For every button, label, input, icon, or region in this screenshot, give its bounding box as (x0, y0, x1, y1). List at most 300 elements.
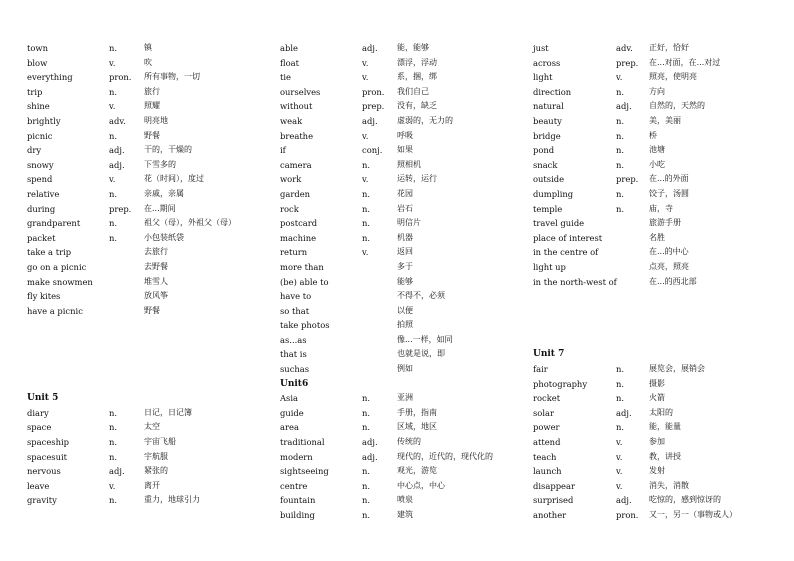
entry-meaning: 以便 (397, 305, 413, 315)
entry-word: space (27, 422, 52, 433)
entry-word: float (280, 57, 299, 68)
entry-word: dumpling (533, 188, 574, 199)
entry-meaning: 野餐 (144, 130, 160, 140)
entry-part-of-speech: n. (362, 510, 371, 520)
entry-part-of-speech: adj. (109, 159, 125, 170)
entry-meaning: 建筑 (397, 510, 413, 519)
entry-meaning: 干的，干燥的 (144, 145, 192, 155)
phrase-entry (533, 231, 778, 246)
entry-part-of-speech: n. (109, 188, 118, 199)
entry-word: ourselves (280, 86, 321, 97)
entry-meaning: 现代的，近代的，现代化的 (397, 451, 493, 461)
entry-part-of-speech: n. (616, 145, 625, 156)
entry-word: guide (280, 407, 304, 418)
vocab-entry (27, 202, 267, 217)
vocab-entry (280, 231, 525, 246)
entry-meaning: 区域，地区 (397, 422, 437, 432)
entry-part-of-speech: pron. (362, 86, 385, 97)
entry-word: gravity (27, 495, 57, 506)
vocab-entry (280, 41, 525, 56)
vocab-entry (533, 85, 778, 100)
entry-part-of-speech: n. (362, 422, 371, 433)
entry-meaning: 手册，指南 (397, 407, 437, 417)
vocab-entry (27, 172, 267, 187)
entry-part-of-speech: v. (109, 480, 116, 491)
phrase-entry (27, 245, 267, 260)
vocab-entry (27, 435, 267, 450)
entry-word: in the north-west of (533, 276, 617, 287)
entry-word: photography (533, 378, 588, 389)
vocab-entry (533, 362, 778, 377)
entry-meaning: 自然的，天然的 (649, 101, 705, 111)
entry-meaning: 照亮，使明亮 (649, 72, 697, 82)
vocab-entry (533, 114, 778, 129)
vocab-entry (27, 70, 267, 85)
vocab-entry (533, 391, 778, 406)
vocab-entry (533, 508, 778, 523)
entry-meaning: 喷泉 (397, 495, 413, 505)
entry-meaning: 能，能量 (649, 422, 681, 432)
entry-meaning: 在...的西北部 (649, 276, 697, 286)
vocab-entry (27, 143, 267, 158)
vocab-entry (280, 435, 525, 450)
entry-meaning: 去旅行 (144, 247, 168, 257)
entry-word: disappear (533, 480, 576, 491)
entry-meaning: 照相机 (397, 159, 421, 169)
spacer (533, 318, 778, 333)
entry-word: building (280, 510, 315, 520)
vocab-entry (280, 172, 525, 187)
entry-meaning: 运转，运行 (397, 174, 437, 184)
entry-word: rock (280, 203, 299, 214)
entry-word: diary (27, 407, 49, 418)
vocab-entry (533, 464, 778, 479)
vocab-entry (27, 420, 267, 435)
vocab-entry (533, 143, 778, 158)
entry-part-of-speech: adj. (109, 145, 125, 156)
vocab-entry (280, 406, 525, 421)
vocab-entry (280, 464, 525, 479)
entry-word: natural (533, 101, 564, 112)
entry-word: light up (533, 261, 566, 272)
entry-meaning: 也就是说，即 (397, 349, 445, 359)
vocab-entry (533, 377, 778, 392)
entry-part-of-speech: n. (616, 422, 625, 433)
entry-part-of-speech: v. (616, 437, 623, 448)
entry-meaning: 花园 (397, 188, 413, 198)
entry-part-of-speech: n. (362, 232, 371, 243)
entry-part-of-speech: n. (616, 115, 625, 126)
entry-part-of-speech: n. (109, 422, 118, 433)
entry-meaning: 堆雪人 (144, 276, 168, 286)
entry-word: rocket (533, 393, 561, 404)
entry-part-of-speech: adj. (616, 407, 632, 418)
entry-word: in the centre of (533, 247, 599, 258)
entry-meaning: 观光，游览 (397, 466, 437, 476)
entry-meaning: 明亮地 (144, 115, 168, 125)
phrase-entry (280, 289, 525, 304)
entry-meaning: 下雪多的 (144, 159, 176, 169)
entry-part-of-speech: v. (109, 101, 116, 112)
entry-word: go on a picnic (27, 261, 87, 272)
entry-meaning: 中心点，中心 (397, 480, 445, 490)
entry-meaning: 太阳的 (649, 407, 673, 417)
entry-meaning: 多于 (397, 261, 413, 271)
entry-meaning: 去野餐 (144, 261, 168, 271)
entry-meaning: 野餐 (144, 305, 160, 315)
entry-word: shine (27, 101, 50, 112)
entry-word: modern (280, 451, 313, 462)
entry-part-of-speech: adj. (362, 43, 378, 53)
entry-part-of-speech: adj. (362, 451, 378, 462)
entry-word: make snowmen (27, 276, 93, 287)
entry-meaning: 在...的外面 (649, 174, 689, 184)
entry-meaning: 不得不，必须 (397, 291, 445, 301)
entry-meaning: 拍照 (397, 320, 413, 330)
entry-part-of-speech: adj. (362, 437, 378, 448)
entry-meaning: 漂浮，浮动 (397, 57, 437, 67)
phrase-entry (533, 216, 778, 231)
entry-meaning: 放风筝 (144, 291, 168, 301)
vocab-entry (280, 70, 525, 85)
entry-part-of-speech: v. (616, 72, 623, 83)
entry-word: able (280, 43, 298, 53)
vocab-entry (280, 479, 525, 494)
entry-part-of-speech: n. (616, 86, 625, 97)
entry-meaning: 在...期间 (144, 203, 176, 213)
entry-word: trip (27, 86, 43, 97)
entry-meaning: 点亮，照亮 (649, 261, 689, 271)
entry-word: fly kites (27, 291, 61, 302)
phrase-entry (27, 260, 267, 275)
entry-word: breathe (280, 130, 314, 141)
entry-word: spacesuit (27, 451, 68, 462)
vocab-entry (533, 41, 778, 56)
entry-word: snack (533, 159, 558, 170)
entry-meaning: 呼吸 (397, 130, 413, 140)
phrase-entry (533, 275, 778, 290)
entry-meaning: 方向 (649, 86, 665, 96)
vocab-column-3 (533, 41, 778, 523)
entry-meaning: 吹 (144, 57, 152, 67)
vocab-entry (280, 129, 525, 144)
entry-word: spaceship (27, 437, 70, 448)
phrase-entry (280, 333, 525, 348)
entry-meaning: 岩石 (397, 203, 413, 213)
phrase-entry (27, 275, 267, 290)
entry-word: everything (27, 72, 73, 83)
entry-part-of-speech: n. (109, 86, 118, 97)
vocab-entry (280, 420, 525, 435)
vocab-entry (280, 99, 525, 114)
entry-meaning: 太空 (144, 422, 160, 432)
phrase-entry (280, 347, 525, 362)
entry-meaning: 照耀 (144, 101, 160, 111)
entry-part-of-speech: adv. (616, 43, 633, 53)
vocab-entry (280, 56, 525, 71)
entry-word: power (533, 422, 560, 433)
entry-word: pond (533, 145, 555, 156)
spacer (27, 377, 267, 392)
entry-word: direction (533, 86, 572, 97)
entry-part-of-speech: n. (109, 437, 118, 448)
vocab-entry (280, 450, 525, 465)
entry-word: another (533, 510, 567, 520)
entry-part-of-speech: n. (362, 188, 371, 199)
entry-meaning: 紧张的 (144, 466, 168, 476)
entry-meaning: 能，能够 (397, 43, 429, 52)
entry-part-of-speech: prep. (616, 174, 639, 185)
entry-meaning: 虚弱的，无力的 (397, 115, 453, 125)
vocab-column-1 (27, 41, 267, 508)
entry-part-of-speech: v. (616, 480, 623, 491)
entry-part-of-speech: v. (109, 57, 116, 68)
unit-heading: Unit 7 (533, 349, 565, 360)
entry-meaning: 展览会，展销会 (649, 364, 705, 374)
entry-meaning: 花（时间），度过 (144, 174, 204, 184)
vocab-entry (533, 450, 778, 465)
entry-word: area (280, 422, 299, 433)
entry-word: if (280, 145, 286, 156)
entry-word: blow (27, 57, 48, 68)
entry-meaning: 美，美丽 (649, 115, 681, 125)
entry-word: weak (280, 115, 303, 126)
entry-meaning: 宇宙飞船 (144, 437, 176, 447)
entry-part-of-speech: n. (109, 218, 118, 229)
vocab-entry (27, 216, 267, 231)
entry-meaning: 饺子，汤圆 (649, 188, 689, 198)
spacer (27, 333, 267, 348)
vocab-entry (533, 56, 778, 71)
vocab-entry (27, 41, 267, 56)
entry-part-of-speech: n. (362, 480, 371, 491)
entry-meaning: 在...的中心 (649, 247, 689, 257)
entry-word: launch (533, 466, 562, 477)
entry-word: beauty (533, 115, 562, 126)
entry-part-of-speech: v. (362, 72, 369, 83)
vocab-entry (280, 187, 525, 202)
vocab-entry (533, 493, 778, 508)
entry-word: town (27, 43, 48, 53)
vocab-entry (27, 99, 267, 114)
entry-meaning: 日记，日记簿 (144, 407, 192, 417)
entry-part-of-speech: n. (109, 130, 118, 141)
entry-word: that is (280, 349, 307, 360)
entry-part-of-speech: v. (616, 451, 623, 462)
entry-word: teach (533, 451, 557, 462)
vocab-entry (27, 114, 267, 129)
phrase-entry (280, 304, 525, 319)
vocab-entry (280, 245, 525, 260)
entry-part-of-speech: adj. (616, 101, 632, 112)
entry-part-of-speech: v. (362, 247, 369, 258)
entry-part-of-speech: n. (616, 364, 625, 375)
entry-word: surprised (533, 495, 574, 506)
vocab-entry (27, 231, 267, 246)
phrase-entry (533, 260, 778, 275)
entry-word: light (533, 72, 553, 83)
entry-part-of-speech: n. (109, 43, 118, 53)
phrase-entry (280, 318, 525, 333)
entry-part-of-speech: adj. (362, 115, 378, 126)
entry-part-of-speech: n. (362, 407, 371, 418)
entry-word: centre (280, 480, 308, 491)
vocab-entry (27, 129, 267, 144)
spacer (533, 333, 778, 348)
vocab-entry (27, 493, 267, 508)
entry-word: attend (533, 437, 561, 448)
entry-meaning: 亚洲 (397, 393, 413, 403)
entry-word: return (280, 247, 308, 258)
entry-meaning: 能够 (397, 276, 413, 286)
entry-meaning: 例如 (397, 364, 413, 374)
entry-word: across (533, 57, 561, 68)
vocab-entry (27, 85, 267, 100)
entry-meaning: 发射 (649, 466, 665, 476)
entry-meaning: 重力，地球引力 (144, 495, 200, 505)
entry-part-of-speech: adj. (109, 466, 125, 477)
unit-heading: Unit 5 (27, 393, 59, 404)
entry-word: without (280, 101, 313, 112)
entry-meaning: 没有，缺乏 (397, 101, 437, 111)
vocab-entry (533, 420, 778, 435)
vocab-entry (533, 158, 778, 173)
entry-part-of-speech: v. (362, 57, 369, 68)
entry-meaning: 桥 (649, 130, 657, 140)
entry-word: tie (280, 72, 292, 83)
entry-meaning: 离开 (144, 480, 160, 490)
entry-part-of-speech: n. (616, 130, 625, 141)
entry-word: temple (533, 203, 563, 214)
vocab-entry (533, 187, 778, 202)
entry-word: brightly (27, 115, 61, 126)
unit-heading: Unit6 (280, 378, 309, 389)
entry-word: packet (27, 232, 56, 243)
entry-part-of-speech: n. (362, 466, 371, 477)
entry-meaning: 祖父（母），外祖父（母） (144, 218, 236, 228)
entry-part-of-speech: v. (109, 174, 116, 185)
entry-part-of-speech: prep. (616, 57, 639, 68)
entry-meaning: 池塘 (649, 145, 665, 155)
entry-word: garden (280, 188, 311, 199)
entry-meaning: 吃惊的，感到惊讶的 (649, 495, 721, 505)
vocab-entry (533, 129, 778, 144)
entry-part-of-speech: n. (362, 159, 371, 170)
vocab-entry (280, 216, 525, 231)
vocab-entry (533, 172, 778, 187)
entry-part-of-speech: prep. (362, 101, 385, 112)
vocab-column-2 (280, 41, 525, 523)
vocab-entry (533, 99, 778, 114)
entry-part-of-speech: n. (362, 203, 371, 214)
vocab-entry (27, 479, 267, 494)
entry-word: have to (280, 291, 312, 302)
entry-word: just (533, 43, 549, 53)
entry-meaning: 返回 (397, 247, 413, 257)
entry-part-of-speech: conj. (362, 145, 383, 156)
entry-word: dry (27, 145, 42, 156)
phrase-entry (280, 362, 525, 377)
entry-meaning: 正好，恰好 (649, 43, 689, 52)
phrase-entry (27, 304, 267, 319)
entry-meaning: 我们自己 (397, 86, 429, 96)
entry-meaning: 如果 (397, 145, 413, 155)
entry-part-of-speech: n. (616, 203, 625, 214)
entry-part-of-speech: n. (109, 232, 118, 243)
entry-meaning: 在...对面，在...对过 (649, 57, 721, 67)
entry-meaning: 参加 (649, 437, 665, 447)
entry-part-of-speech: adv. (109, 115, 126, 126)
vocab-entry (280, 391, 525, 406)
vocab-entry (27, 450, 267, 465)
entry-word: suchas (280, 364, 310, 375)
entry-meaning: 小包装纸袋 (144, 232, 184, 242)
entry-part-of-speech: n. (616, 159, 625, 170)
vocab-entry (533, 70, 778, 85)
entry-word: more than (280, 261, 324, 272)
entry-part-of-speech: pron. (616, 510, 639, 520)
entry-part-of-speech: n. (616, 378, 625, 389)
entry-meaning: 所有事物，一切 (144, 72, 200, 82)
entry-word: sightseeing (280, 466, 329, 477)
entry-word: place of interest (533, 232, 603, 243)
entry-meaning: 消失，消散 (649, 480, 689, 490)
entry-meaning: 火箭 (649, 393, 665, 403)
spacer (27, 362, 267, 377)
entry-part-of-speech: n. (109, 451, 118, 462)
entry-word: work (280, 174, 302, 185)
entry-word: fountain (280, 495, 316, 506)
vocab-entry (533, 202, 778, 217)
entry-word: take a trip (27, 247, 72, 258)
entry-part-of-speech: pron. (109, 72, 132, 83)
vocab-entry (280, 493, 525, 508)
vocab-entry (280, 158, 525, 173)
entry-meaning: 镇 (144, 43, 152, 52)
entry-word: camera (280, 159, 312, 170)
vocab-entry (27, 406, 267, 421)
entry-word: solar (533, 407, 555, 418)
entry-word: relative (27, 188, 60, 199)
entry-part-of-speech: n. (362, 495, 371, 506)
entry-word: have a picnic (27, 305, 83, 316)
entry-word: fair (533, 364, 548, 375)
entry-meaning: 宇航服 (144, 451, 168, 461)
entry-part-of-speech: n. (362, 218, 371, 229)
entry-meaning: 庙，寺 (649, 203, 673, 213)
vocab-entry (533, 406, 778, 421)
entry-word: (be) able to (280, 276, 329, 287)
entry-word: picnic (27, 130, 53, 141)
phrase-entry (533, 245, 778, 260)
vocab-entry (280, 202, 525, 217)
entry-meaning: 亲戚，亲属 (144, 188, 184, 198)
entry-meaning: 小吃 (649, 159, 665, 169)
entry-word: so that (280, 305, 310, 316)
entry-part-of-speech: adj. (616, 495, 632, 506)
entry-word: snowy (27, 159, 54, 170)
entry-word: Asia (280, 393, 299, 404)
phrase-entry (280, 275, 525, 290)
vocab-entry (280, 143, 525, 158)
vocab-entry (280, 508, 525, 523)
entry-meaning: 明信片 (397, 218, 421, 228)
vocab-entry (27, 187, 267, 202)
vocab-entry (533, 479, 778, 494)
vocab-entry (280, 85, 525, 100)
entry-word: during (27, 203, 56, 214)
spacer (533, 289, 778, 304)
